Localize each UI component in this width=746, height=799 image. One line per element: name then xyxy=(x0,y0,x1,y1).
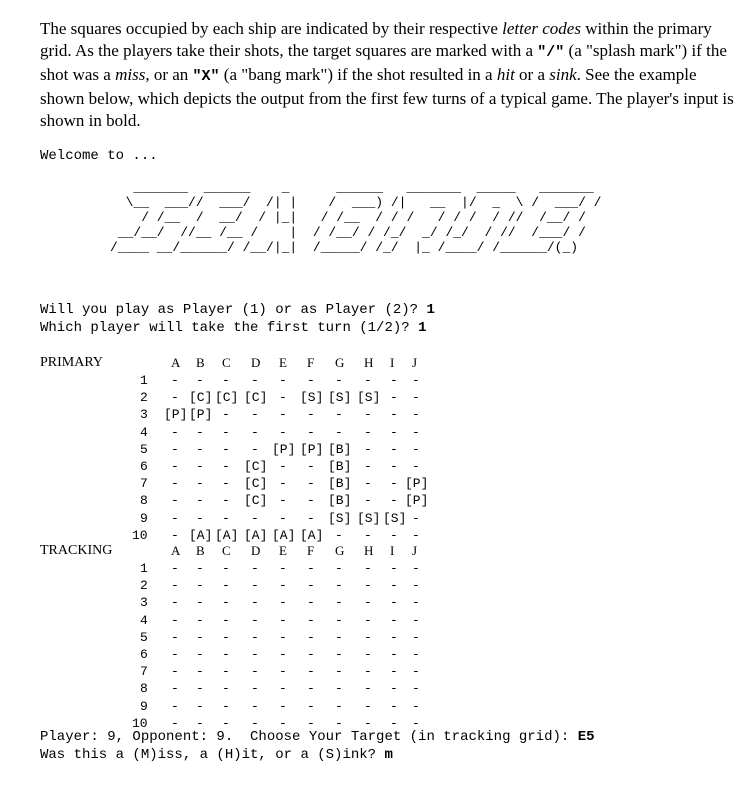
grid-cell: - xyxy=(171,459,179,474)
grid-cell: - xyxy=(412,664,420,680)
grid-cell: [C] xyxy=(244,476,268,492)
grid-cell: - xyxy=(335,373,343,388)
result-input: m xyxy=(384,747,393,763)
row-number: 6 xyxy=(140,459,148,474)
row-number: 7 xyxy=(140,476,148,492)
grid-cell: - xyxy=(307,561,315,576)
grid-cell: - xyxy=(251,715,259,731)
row-number: 7 xyxy=(140,664,148,680)
grid-cell: - xyxy=(335,612,343,628)
grid-cell: - xyxy=(307,595,315,611)
grid-cell: - xyxy=(307,578,315,594)
grid-cell: - xyxy=(364,715,372,731)
grid-cell: - xyxy=(222,373,230,388)
grid-cell: - xyxy=(390,595,398,611)
grid-cell: - xyxy=(412,459,420,474)
intro-code: "X" xyxy=(192,68,220,85)
row-number: 10 xyxy=(132,527,148,543)
grid-cell: - xyxy=(279,407,287,423)
grid-cell: - xyxy=(307,407,315,423)
grid-cell: - xyxy=(307,510,315,526)
grid-label: PRIMARY xyxy=(40,355,104,370)
grid-cell: - xyxy=(222,595,230,611)
grid-cell: - xyxy=(390,612,398,628)
intro-text: (a "splash mark") if the shot was a xyxy=(40,41,727,84)
row-number: 4 xyxy=(140,424,148,440)
grid-cell: - xyxy=(335,527,343,543)
grid-cell: - xyxy=(251,578,259,594)
grid-cell: - xyxy=(307,698,315,714)
grid-cell: - xyxy=(412,424,420,440)
grid-cell: - xyxy=(307,681,315,697)
column-header: F xyxy=(307,355,315,370)
turn-status xyxy=(40,728,595,764)
column-header: E xyxy=(279,355,287,370)
grid-cell: [S] xyxy=(300,390,324,406)
column-header: B xyxy=(196,355,205,370)
grid-cell: - xyxy=(412,629,420,645)
grid-cell: - xyxy=(171,561,179,576)
grid-cell: - xyxy=(390,561,398,576)
grid-cell: - xyxy=(279,510,287,526)
grid-cell: - xyxy=(390,373,398,388)
grid-cell: [A] xyxy=(244,527,268,543)
grid-cell: - xyxy=(171,527,179,543)
intro-text: The squares occupied by each ship are indicated by their respective xyxy=(40,19,503,38)
grid-cell: - xyxy=(171,595,179,611)
grid-cell: - xyxy=(222,493,230,509)
grid-cell: - xyxy=(196,459,204,474)
intro-text: within the primary grid. As the players take their shots, the target squares are marked with a xyxy=(40,19,712,60)
grid-cell: - xyxy=(222,629,230,645)
intro-italic: miss xyxy=(115,65,146,84)
grid-cell: - xyxy=(335,424,343,440)
grid-cell: - xyxy=(307,715,315,731)
intro-text: , or an xyxy=(145,65,193,84)
grid-cell: - xyxy=(364,476,372,492)
grid-cell: - xyxy=(412,715,420,731)
target-input: E5 xyxy=(577,729,595,745)
grid-cell: [S] xyxy=(357,510,381,526)
grid-cell: - xyxy=(222,664,230,680)
grid-cell: - xyxy=(196,647,204,662)
grid-cell: [S] xyxy=(328,510,352,526)
column-header: I xyxy=(390,543,395,558)
first-turn-prompt: Which player will take the first turn (1/2)? xyxy=(40,320,419,336)
grid-cell: - xyxy=(251,629,259,645)
grid-cell: - xyxy=(222,578,230,594)
grid-cell: - xyxy=(251,373,259,388)
grid-cell: - xyxy=(196,681,204,697)
grid-cell: - xyxy=(335,629,343,645)
grid-cell: - xyxy=(412,647,420,662)
grid-cell: - xyxy=(279,493,287,509)
grid-cell: - xyxy=(390,407,398,423)
grid-cell: - xyxy=(222,561,230,576)
grid-cell: - xyxy=(390,459,398,474)
row-number: 5 xyxy=(140,629,148,645)
column-header: C xyxy=(222,543,231,558)
grid-cell: - xyxy=(171,578,179,594)
grid-cell: - xyxy=(196,578,204,594)
grid-cell: - xyxy=(364,561,372,576)
grid-cell: - xyxy=(390,578,398,594)
grid-cell: - xyxy=(335,698,343,714)
intro-paragraph xyxy=(40,18,740,132)
grid-cell: - xyxy=(196,441,204,457)
grid-cell: - xyxy=(390,476,398,492)
grid-cell: - xyxy=(307,373,315,388)
grid-cell: - xyxy=(196,715,204,731)
grid-cell: - xyxy=(251,407,259,423)
column-header: I xyxy=(390,355,395,370)
grid-cell: - xyxy=(251,441,259,457)
grid-cell: - xyxy=(279,459,287,474)
grid-cell: - xyxy=(196,476,204,492)
grid-cell: - xyxy=(171,510,179,526)
grid-cell: - xyxy=(364,459,372,474)
grid-cell: - xyxy=(171,493,179,509)
grid-cell: - xyxy=(307,629,315,645)
grid-cell: [P] xyxy=(189,407,213,423)
grid-cell: [A] xyxy=(272,527,296,543)
ascii-banner: _______ ______ _ ______ _______ _____ _______ \__ ___// ___/ /| | / ___) /| __ |/ _ \ / ___/ / / /__ / __/ / |_| / /__ / / / / / / / // /__/ / __/__/ //__ /__ / | / /__/ / /_/ _/ /_/ / // /___/ / /____ __/______/ /__/|_| /_____/ /_/ |_ /____/ /______/(_) xyxy=(110,180,602,255)
grid-cell: [B] xyxy=(328,476,352,492)
grid-cell: - xyxy=(279,664,287,680)
grid-cell: - xyxy=(171,629,179,645)
grid-cell: [B] xyxy=(328,493,352,509)
grid-cell: - xyxy=(171,441,179,457)
grid-cell: - xyxy=(364,441,372,457)
grid-cell: - xyxy=(222,681,230,697)
grid-cell: - xyxy=(251,647,259,662)
grid-cell: - xyxy=(279,681,287,697)
grid-cell: - xyxy=(251,561,259,576)
grid-cell: [C] xyxy=(244,390,268,406)
grid-cell: - xyxy=(222,476,230,492)
grid-cell: - xyxy=(412,527,420,543)
grid-cell: - xyxy=(171,647,179,662)
grid-cell: - xyxy=(196,424,204,440)
grid-cell: - xyxy=(390,715,398,731)
grid-cell: - xyxy=(222,424,230,440)
grid-cell: - xyxy=(390,390,398,406)
grid-cell: - xyxy=(412,373,420,388)
grid-cell: [B] xyxy=(328,441,352,457)
grid-cell: - xyxy=(171,373,179,388)
row-number: 5 xyxy=(140,441,148,457)
row-number: 1 xyxy=(140,373,148,388)
column-header: H xyxy=(364,355,374,370)
grid-cell: - xyxy=(251,612,259,628)
grid-cell: - xyxy=(196,595,204,611)
row-number: 1 xyxy=(140,561,148,576)
grid-cell: - xyxy=(171,476,179,492)
column-header: D xyxy=(251,543,261,558)
grid-cell: - xyxy=(307,612,315,628)
row-number: 8 xyxy=(140,493,148,509)
column-header: J xyxy=(412,355,418,370)
grid-label: TRACKING xyxy=(40,543,113,558)
grid-cell: - xyxy=(279,373,287,388)
column-header: A xyxy=(171,543,181,558)
row-number: 3 xyxy=(140,595,148,611)
grid-cell: - xyxy=(364,407,372,423)
grid-cell: - xyxy=(222,441,230,457)
grid-cell: - xyxy=(251,424,259,440)
grid-cell: - xyxy=(279,629,287,645)
grid-cell: - xyxy=(390,493,398,509)
intro-code: "/" xyxy=(537,44,565,61)
row-number: 8 xyxy=(140,681,148,697)
grid-cell: [C] xyxy=(215,390,239,406)
grid-cell: - xyxy=(412,407,420,423)
grid-cell: - xyxy=(196,698,204,714)
column-header: E xyxy=(279,543,287,558)
grid-cell: [C] xyxy=(244,493,268,509)
grid-cell: - xyxy=(196,664,204,680)
grid-cell: - xyxy=(196,612,204,628)
grid-cell: - xyxy=(279,647,287,662)
grid-cell: - xyxy=(279,595,287,611)
grid-cell: - xyxy=(279,390,287,406)
row-number: 10 xyxy=(132,715,148,731)
grid-cell: - xyxy=(222,459,230,474)
grid-cell: - xyxy=(171,390,179,406)
row-number: 4 xyxy=(140,612,148,628)
grid-cell: - xyxy=(307,493,315,509)
grid-cell: - xyxy=(279,612,287,628)
grid-cell: - xyxy=(279,561,287,576)
grid-cell: [A] xyxy=(189,527,213,543)
row-number: 3 xyxy=(140,407,148,423)
grid-cell: - xyxy=(335,578,343,594)
grid-cell: - xyxy=(412,595,420,611)
intro-italic: sink xyxy=(549,65,577,84)
grid-cell: - xyxy=(412,681,420,697)
grid-cell: - xyxy=(307,647,315,662)
grid-cell: [S] xyxy=(357,390,381,406)
grid-cell: - xyxy=(390,647,398,662)
grid-cell: - xyxy=(390,527,398,543)
row-number: 6 xyxy=(140,647,148,662)
grid-cell: - xyxy=(335,681,343,697)
setup-prompts xyxy=(40,301,435,337)
grid-cell: - xyxy=(222,510,230,526)
grid-cell: - xyxy=(335,664,343,680)
grid-cell: [B] xyxy=(328,459,352,474)
player-answer: 1 xyxy=(426,302,435,318)
grid-cell: [A] xyxy=(300,527,324,543)
grid-cell: [S] xyxy=(383,510,407,526)
column-header: A xyxy=(171,355,181,370)
grid-cell: - xyxy=(251,698,259,714)
grid-cell: - xyxy=(390,629,398,645)
row-number: 2 xyxy=(140,578,148,594)
grid-cell: - xyxy=(412,698,420,714)
welcome-text: Welcome to ... xyxy=(40,148,158,164)
grid-cell: - xyxy=(279,476,287,492)
grid-cell: - xyxy=(364,629,372,645)
grid-cell: - xyxy=(364,698,372,714)
grid-cell: - xyxy=(364,578,372,594)
grid-cell: - xyxy=(412,441,420,457)
grid-cell: - xyxy=(196,629,204,645)
grid-cell: - xyxy=(251,681,259,697)
grid-cell: - xyxy=(390,441,398,457)
intro-text: or a xyxy=(514,65,550,84)
column-header: H xyxy=(364,543,374,558)
grid-cell: [C] xyxy=(189,390,213,406)
column-header: D xyxy=(251,355,261,370)
grid-cell: - xyxy=(171,424,179,440)
grid-cell: - xyxy=(222,647,230,662)
grid-cell: [S] xyxy=(328,390,352,406)
intro-italic: letter codes xyxy=(502,19,581,38)
grid-cell: - xyxy=(364,612,372,628)
grid-cell: - xyxy=(390,664,398,680)
grid-cell: - xyxy=(222,698,230,714)
grid-cell: - xyxy=(335,595,343,611)
grid-cell: - xyxy=(279,424,287,440)
column-header: G xyxy=(335,355,345,370)
grid-cell: - xyxy=(196,373,204,388)
grid-cell: - xyxy=(196,493,204,509)
grid-cell: - xyxy=(279,715,287,731)
grid-cell: [A] xyxy=(215,527,239,543)
status-line: Player: 9, Opponent: 9. Choose Your Target (in tracking grid): xyxy=(40,729,578,745)
grid-cell: - xyxy=(412,510,420,526)
grid-cell: - xyxy=(390,681,398,697)
grid-cell: - xyxy=(412,612,420,628)
column-header: F xyxy=(307,543,315,558)
grid-cell: - xyxy=(364,647,372,662)
grid-cell: [P] xyxy=(272,441,296,457)
grid-cell: [P] xyxy=(300,441,324,457)
intro-text: (a "bang mark") if the shot resulted in a xyxy=(219,65,497,84)
grid-cell: - xyxy=(364,595,372,611)
column-header: B xyxy=(196,543,205,558)
result-prompt: Was this a (M)iss, a (H)it, or a (S)ink? xyxy=(40,747,385,763)
grid-cell: - xyxy=(364,527,372,543)
grid-cell: - xyxy=(251,595,259,611)
grid-cell: [C] xyxy=(244,459,268,474)
grid-cell: - xyxy=(196,561,204,576)
grid-cell: - xyxy=(251,510,259,526)
intro-text: . See the example shown below, which depicts the output from the first few turns of a typical game. The player's input is shown in bold. xyxy=(40,65,734,130)
row-number: 2 xyxy=(140,390,148,406)
column-header: G xyxy=(335,543,345,558)
grid-cell: [P] xyxy=(164,407,188,423)
grid-cell: - xyxy=(364,664,372,680)
grid-cell: - xyxy=(364,373,372,388)
grid-cell: - xyxy=(279,698,287,714)
grid-cell: - xyxy=(335,407,343,423)
grid-cell: - xyxy=(171,681,179,697)
grid-cell: - xyxy=(364,681,372,697)
row-number: 9 xyxy=(140,510,148,526)
grid-cell: - xyxy=(222,407,230,423)
grid-cell: - xyxy=(171,612,179,628)
grid-cell: - xyxy=(307,424,315,440)
grid-cell: - xyxy=(171,698,179,714)
grid-cell: - xyxy=(412,578,420,594)
grid-cell: - xyxy=(222,612,230,628)
grid-cell: - xyxy=(171,664,179,680)
column-header: J xyxy=(412,543,418,558)
grid-cell: - xyxy=(279,578,287,594)
grid-cell: - xyxy=(307,476,315,492)
grid-cell: - xyxy=(307,664,315,680)
grid-cell: - xyxy=(335,647,343,662)
grid-cell: - xyxy=(390,424,398,440)
grid-cell: - xyxy=(335,561,343,576)
player-prompt: Will you play as Player (1) or as Player (2)? xyxy=(40,302,427,318)
grid-cell: - xyxy=(364,493,372,509)
grid-cell: [P] xyxy=(405,476,429,492)
row-number: 9 xyxy=(140,698,148,714)
grid-cell: - xyxy=(222,715,230,731)
grid-cell: [P] xyxy=(405,493,429,509)
grid-cell: - xyxy=(335,715,343,731)
column-header: C xyxy=(222,355,231,370)
grid-cell: - xyxy=(412,390,420,406)
grid-cell: - xyxy=(196,510,204,526)
first-turn-answer: 1 xyxy=(418,320,427,336)
grid-cell: - xyxy=(390,698,398,714)
grid-cell: - xyxy=(251,664,259,680)
grid-cell: - xyxy=(412,561,420,576)
intro-italic: hit xyxy=(496,65,515,84)
grid-cell: - xyxy=(307,459,315,474)
grid-cell: - xyxy=(364,424,372,440)
grid-cell: - xyxy=(171,715,179,731)
